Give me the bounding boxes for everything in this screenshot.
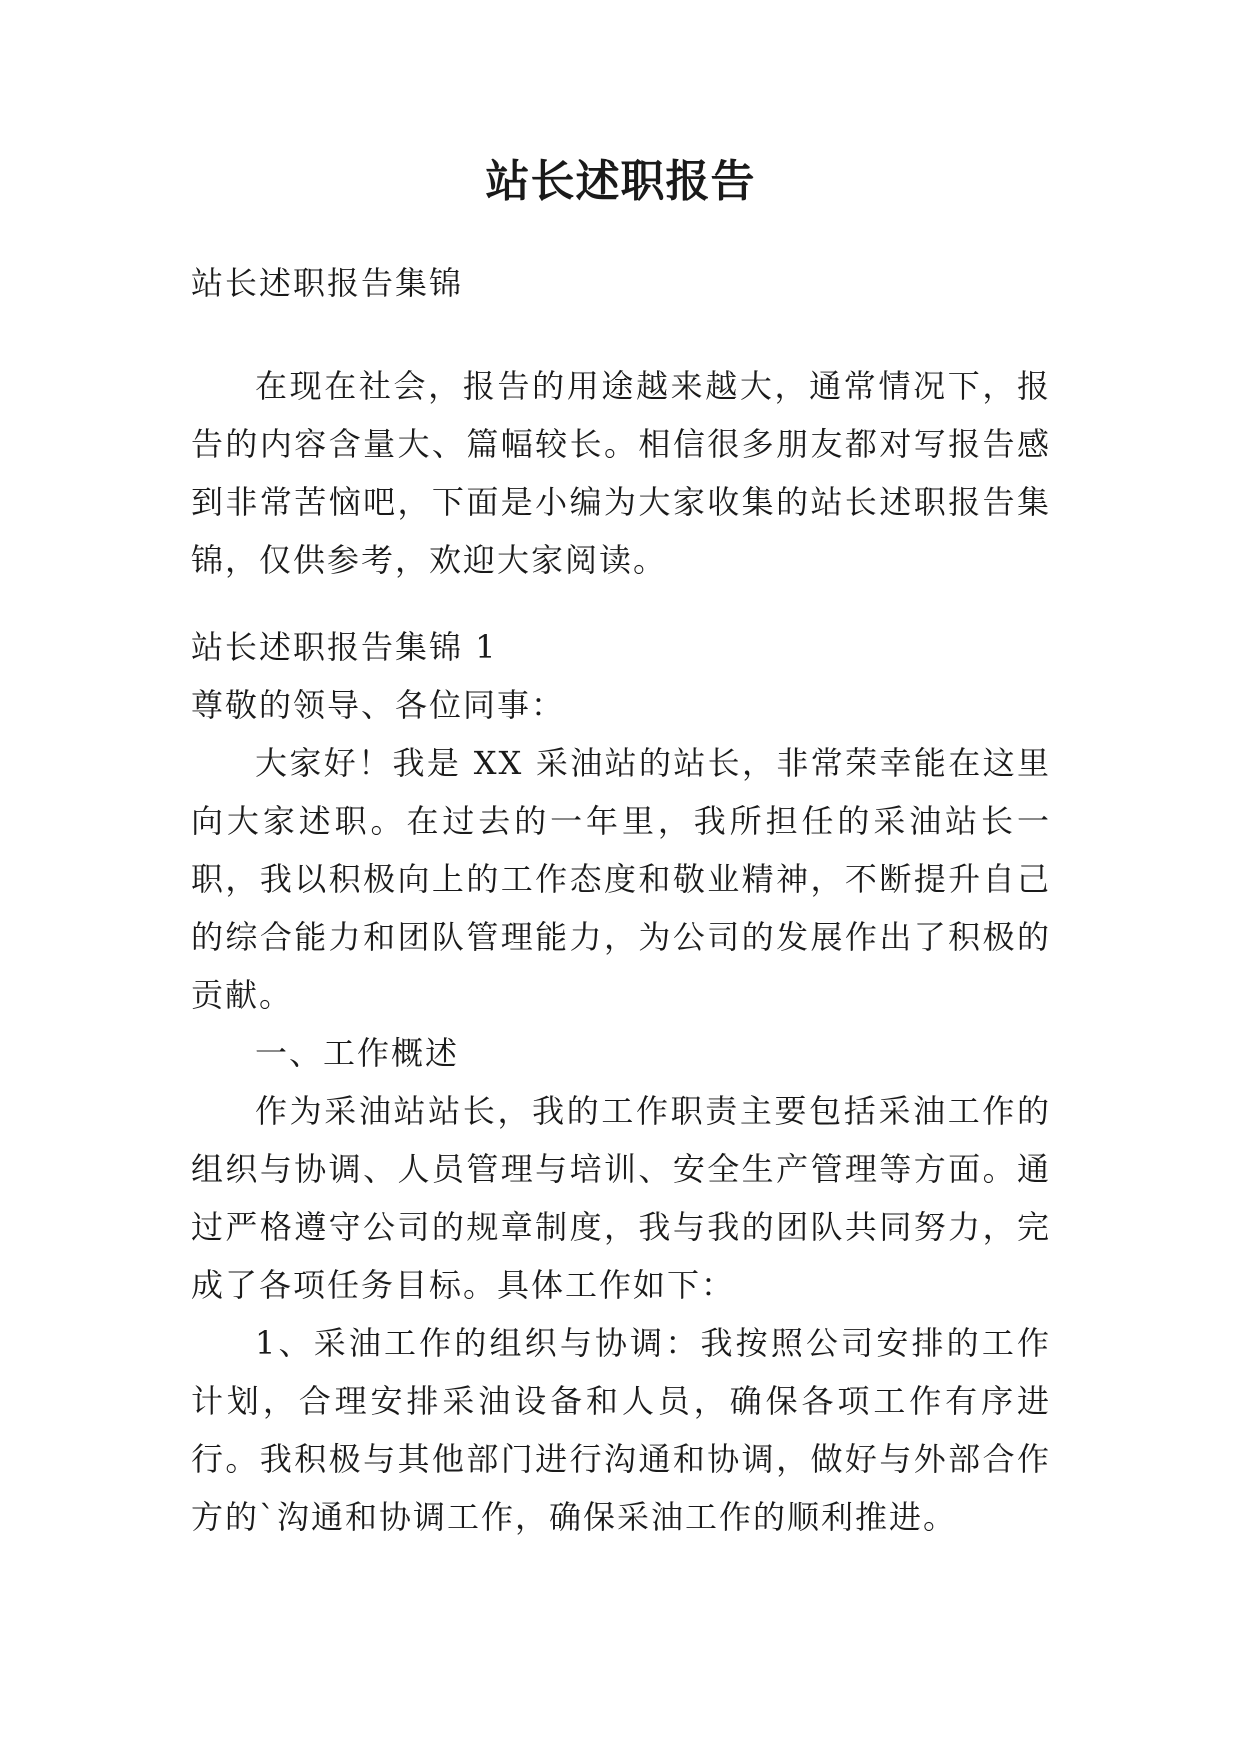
intro-paragraph: 在现在社会，报告的用途越来越大，通常情况下，报告的内容含量大、篇幅较长。相信很多朋友都对写报告感到非常苦恼吧，下面是小编为大家收集的站长述职报告集锦，仅供参考，欢迎大家阅读。 [191,367,1051,579]
body-paragraph: 作为采油站站长，我的工作职责主要包括采油工作的组织与协调、人员管理与培训、安全生产管理等方面。通过严格遵守公司的规章制度，我与我的团队共同努力，完成了各项任务目标。具体工作如下： [191,1092,1051,1304]
body-paragraph: 1、采油工作的组织与协调：我按照公司安排的工作计划，合理安排采油设备和人员，确保各项工作有序进行。我积极与其他部门进行沟通和协调，做好与外部合作方的`沟通和协调工作，确保采油工作的顺利推进。 [191,1324,1051,1536]
salutation: 尊敬的领导、各位同事： [191,686,566,724]
section-title: 站长述职报告集锦 1 [191,628,498,666]
body-paragraph: 大家好！我是 XX 采油站的站长，非常荣幸能在这里向大家述职。在过去的一年里，我所担任的采油站长一职，我以积极向上的工作态度和敬业精神，不断提升自己的综合能力和团队管理能力，为公司的发展作出了积极的贡献。 [191,744,1051,1014]
section-block [191,618,1051,1546]
document-subtitle: 站长述职报告集锦 [191,264,464,302]
intro-block [191,357,1051,589]
document-title: 站长述职报告 [485,156,756,207]
document-subtitle-block [191,254,1051,312]
section-heading: 一、工作概述 [255,1034,460,1072]
